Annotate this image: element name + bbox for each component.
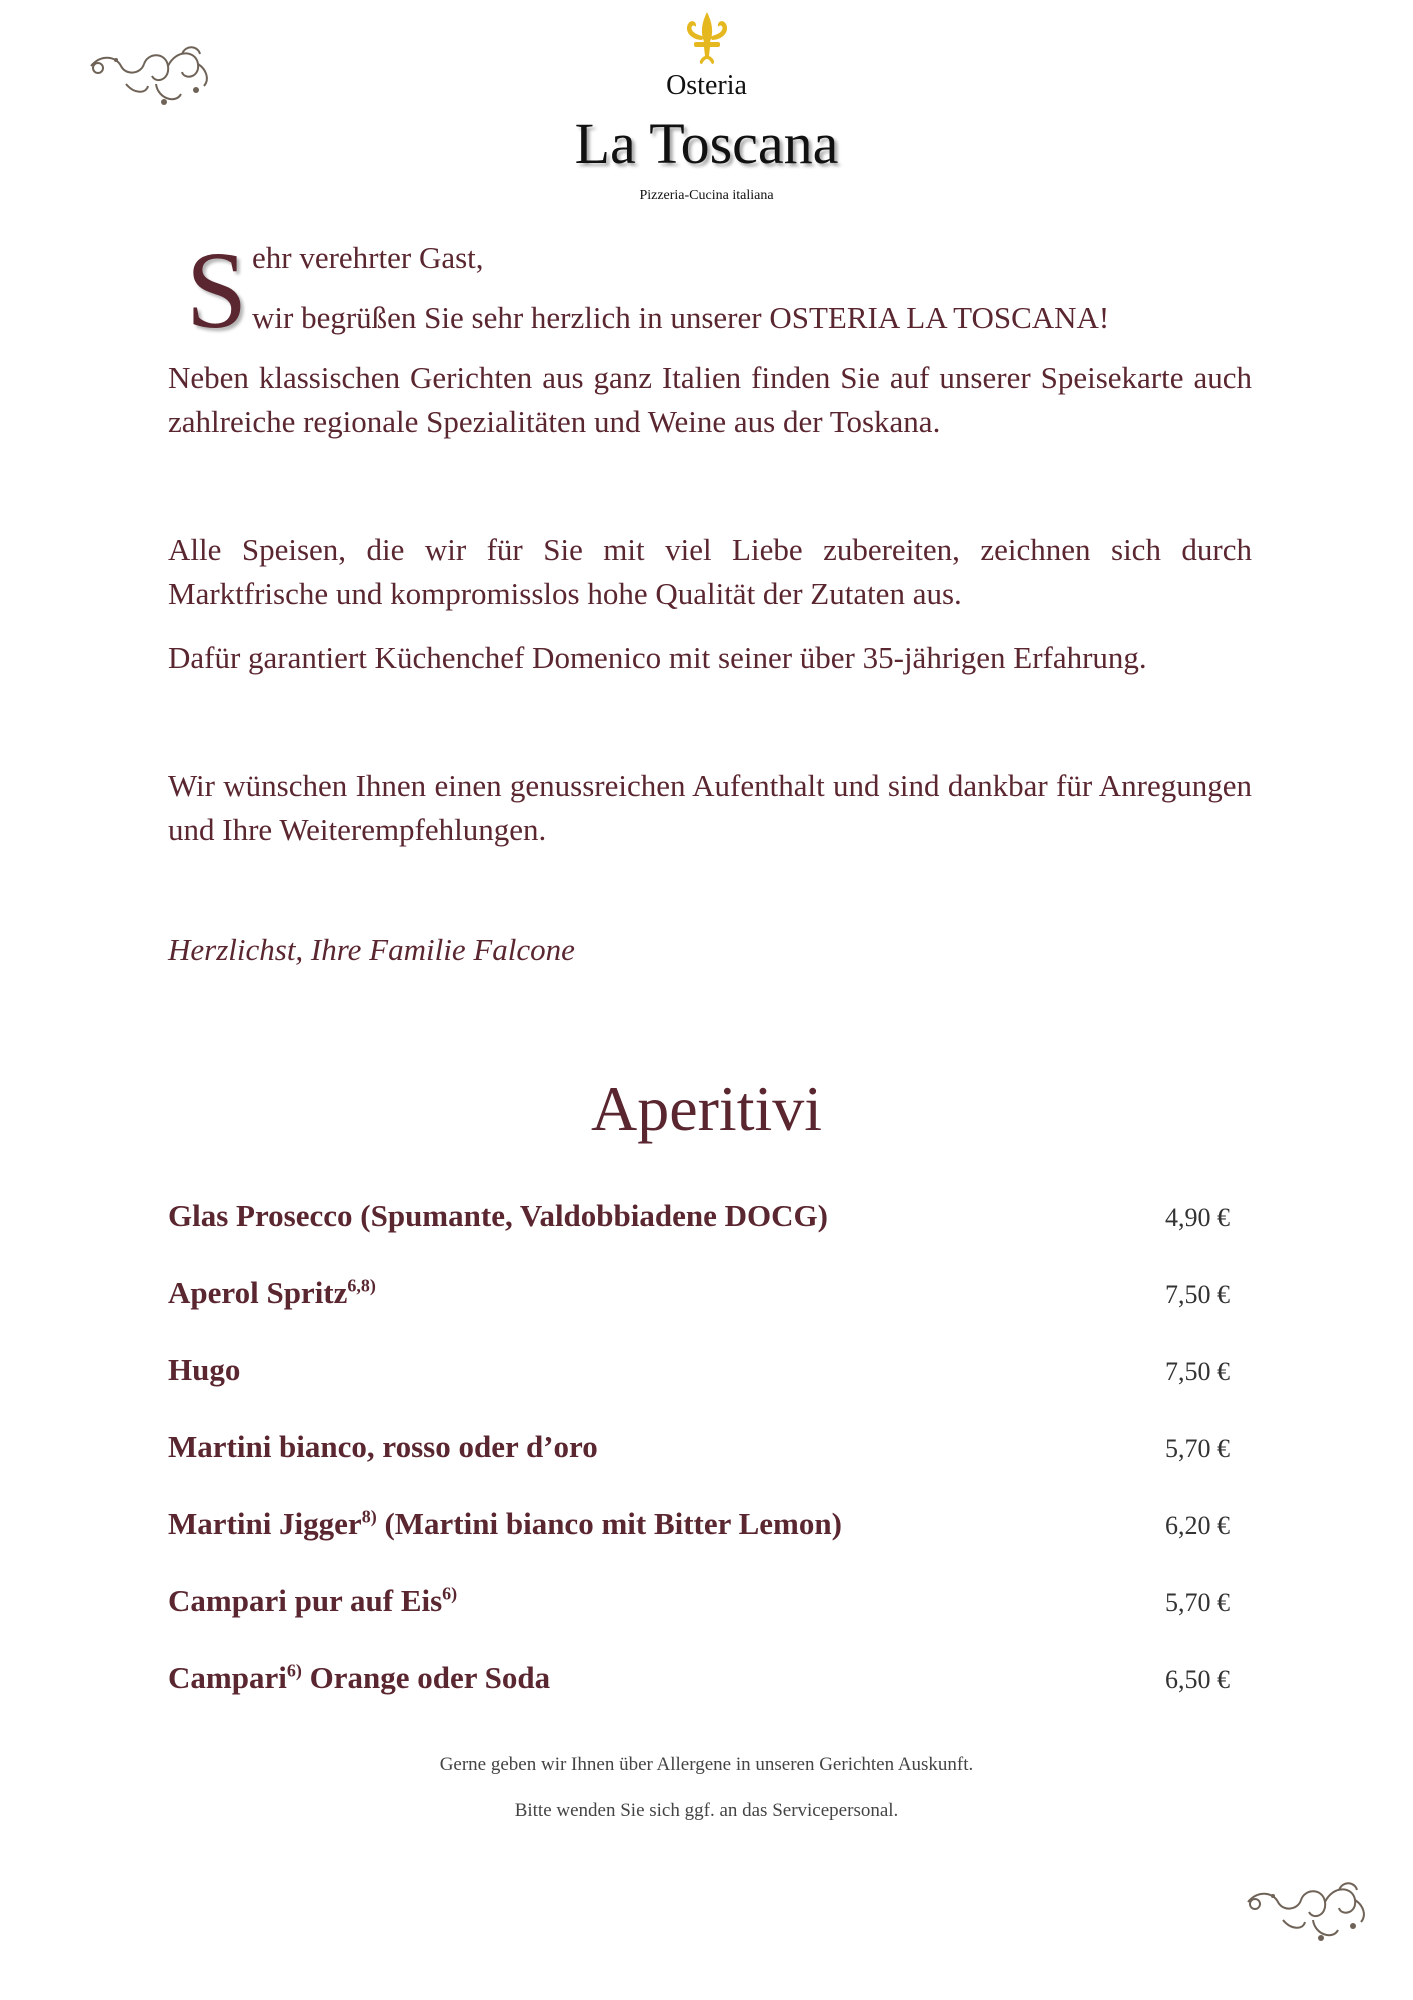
item-name: Martini Jigger$^{8)}$ (Martini bianco mit Bitter Lemon)	[168, 1506, 842, 1541]
item-price: 4,90 €	[1165, 1203, 1230, 1232]
paragraph-quality: Alle Speisen, die wir für Sie mit viel Liebe zubereiten, zeichnen sich durch Marktfrische und kompromisslos hohe Qualität der Zutaten aus.	[168, 532, 1252, 611]
greeting	[168, 229, 1252, 351]
menu-item	[168, 1275, 1238, 1352]
header	[0, 10, 1413, 204]
item-price: 6,50 €	[1165, 1665, 1230, 1694]
item-name: Campari pur auf Eis$^{6)}$	[168, 1583, 458, 1618]
menu-item	[168, 1352, 1238, 1429]
fleur-de-lis-icon	[682, 10, 732, 66]
section-title: Aperitivi	[590, 1073, 823, 1144]
greeting-line-1: ehr verehrter Gast,	[252, 240, 484, 275]
paragraph-wishes: Wir wünschen Ihnen einen genussreichen Aufenthalt und sind dankbar für Anregungen und Ihre Weiterempfehlungen.	[168, 768, 1252, 847]
item-name: Glas Prosecco (Spumante, Valdobbiadene DOCG)	[168, 1198, 828, 1233]
item-name: Hugo	[168, 1352, 241, 1387]
menu-item	[168, 1506, 1238, 1583]
paragraph-specialties: Neben klassischen Gerichten aus ganz Italien finden Sie auf unserer Speisekarte auch zahlreiche regionale Spezialitäten und Weine aus der Toskana.	[168, 360, 1252, 439]
item-price: 7,50 €	[1165, 1357, 1230, 1386]
menu-item	[168, 1429, 1238, 1506]
brand-name: La Toscana	[574, 111, 839, 176]
item-name: Campari$^{6)}$ Orange oder Soda	[168, 1660, 551, 1695]
brand-prefix: Osteria	[666, 70, 747, 101]
menu-item	[168, 1198, 1238, 1275]
dropcap-letter: S	[186, 229, 248, 351]
item-price: 5,70 €	[1165, 1434, 1230, 1463]
signature: Herzlichst, Ihre Familie Falcone	[168, 932, 575, 967]
brand-subtitle: Pizzeria-Cucina italiana	[639, 188, 774, 203]
item-name: Aperol Spritz$^{6,8)}$	[168, 1275, 376, 1310]
allergen-note-line-2: Bitte wenden Sie sich ggf. an das Servicepersonal.	[514, 1800, 899, 1821]
allergen-note	[0, 1742, 1413, 1834]
allergen-note-line-1: Gerne geben wir Ihnen über Allergene in unseren Gerichten Auskunft.	[439, 1754, 974, 1775]
item-price: 6,20 €	[1165, 1511, 1230, 1540]
item-price: 5,70 €	[1165, 1588, 1230, 1617]
greeting-line-2: wir begrüßen Sie sehr herzlich in unserer OSTERIA LA TOSCANA!	[252, 300, 1110, 335]
menu-list	[168, 1198, 1238, 1737]
welcome-letter	[168, 230, 1252, 972]
menu-item	[168, 1583, 1238, 1660]
paragraph-chef: Dafür garantiert Küchenchef Domenico mit seiner über 35-jährigen Erfahrung.	[168, 640, 1147, 675]
item-name: Martini bianco, rosso oder d’oro	[168, 1429, 598, 1464]
menu-item	[168, 1660, 1238, 1737]
ornament-flourish-icon	[1243, 1880, 1373, 1950]
item-price: 7,50 €	[1165, 1280, 1230, 1309]
